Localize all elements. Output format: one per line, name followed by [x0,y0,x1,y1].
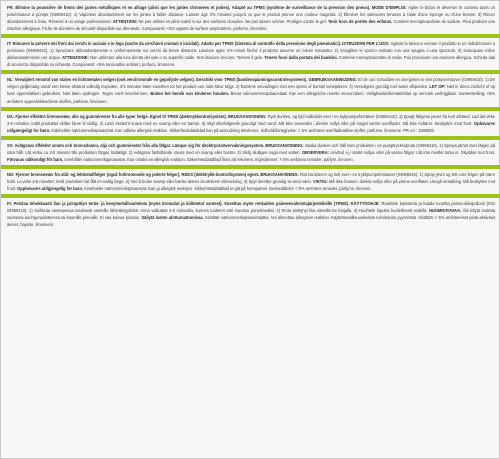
section-text: FI: Poistaa tehokkaasti lian ja jarrupölyn teräs- ja kevytmetallivanteista (myös kromatut ja kiillotetut vanteet). Soveltuu myös renkaiden paineenvalvontajärjestelmille (TPMS). KÄYTTÖOHJE: Ravistele kanisteria ja kaada tuotetta paineruiskupulloon (ISO 04969410). 1) Suihkuta vannepesua tasaisesti vanteille lähietäisyydeltä. Anna vaikuttaa 3-5 minuuttia, kunnes tuotteen väri muuttuu punertavaksi. 2) Irrota pinttynyt lika sienellä tai harjalla. 3) Huuhtele lopuksi huolellisesti vedellä. HUOMIOITAVAA: Älä käytä tuotetta suorassa auringonpaisteessa tai kuumille pinnoille. Ei saa kuivua pintaan. Säilytä lasten ulottumattomissa. Sisältää natriummerkaptoasetaattia. Voi aiheuttaa allergisen reaktion. Käyttöturvallisuustiedote toimitetaan pyynnöstä. Sisältöä: < 5% amfoteeriset pinta-aktiiviset aineet, hajuste, limoneeni. [7,200,496,228]
section-it [5,40,497,68]
section-fi [5,200,497,228]
section-divider [1,194,500,198]
section-sv [5,142,497,163]
section-divider [1,165,500,169]
section-divider [1,136,500,140]
section-nl [5,76,497,104]
section-text: IT: Rimuove la polvere dei freni dai cerchi in acciaio e in lega (anche da cerchioni cromati e lucidati). Adatto per TPMS (Sistema di controllo della pressione degli pneumatici). ISTRUZIONI PER L'USO: Agitare la tanica e versare il prodotto in un nebulizzatore a pressione (04969410). 1) Spruzzare abbondantemente e uniformemente sui cerchi da breve distanza. Lasciare agire 3-5 minuti finché il prodotto assume un colore rossastro. 2) Sciogliere lo sporco ostinato con una spugna o una spazzola. 3) Sciacquare infine abbondantemente con acqua. ATTENZIONE: Non utilizzare alla luce diretta del sole o su superfici calde. Non lasciare seccare. Temere il gelo. Tenere fuori dalla portata dei bambini. Contiene mercaptoacetato di sodio. Può provocare una reazione allergica. Scheda dati di sicurezza disponibile su richiesta. Componenti: <5% tensioattivi anfoteri, profumi, limonene. [7,41,495,68]
multilingual-instructions [5,4,497,228]
section-text: DA: Fjerner effektivt bremsestøv, olie og gummirester fra alle typer fælge. Egnet til TPMS (dæktrykkontrolsystem). BRUGSANVISNING: Ryst dunken, og fyld indholdet over i en trykpumpeforstøver (04969410). 1) Sprøjt fælgene jævnt fra kort afstand. Lad det virke 3-5 minutter, indtil produktet skifter farve til rødlig. 2) Løsn eksternt snavs med en svamp eller en børste. 3) Skyl efterfølgende grundigt med vand. Må ikke anvendes i direkte sollys eller på meget varme overflader. Må ikke indtørre. Beskyttes mod frost. Opbevares utilgængeligt for børn. Indeholder natriummerkaptoacetat. Kan udløse allergisk reaktion. Sikkerhedsdatablad kan på anmodning rekvireres. Indholdsfortegnelse: < 5% amfotere overfladeaktive stoffer, parfume, limonene. PR.-nr.: 1386583 [7,113,495,133]
section-da [5,113,497,134]
section-text: NL: Verwijdert remstof van stalen en lichtmetalen velgen (ook verchroomde en gepolijste velgen). Geschikt voor TPMS (bandenspanningscontrolesysteem). GEBRUIKSAANWIJZING: Er de can schudden en overgieten in een pompverstuiver (04969410). 1) De velgen gelijkmatig vanaf een kleine afstand volledig inspuiten. 3-5 minuten laten inwerken tot het product een rode kleur krijgt. 2) Extreme vervuilingen met een spons of borstel verwijderen. 3) Vervolgens grondig met water afspoelen. LET OP: Niet in direct zonlicht of op hete oppervlakken gebruiken. Niet laten opdrogen. Tegen vorst beschermen. Buiten het bereik van kinderen houden. Bevat natriummercaptoacetaat. Kan een allergische reactie veroorzaken. Veiligheidsinformatieblad op verzoek verkrijgbaar. Samenstelling: <5% amfotere oppervlakteactieve stoffen, parfums, limoneen. [7,77,495,104]
section-text: NO: Fjerner bremsestøv fra stål- og lettmetallfelger (også forkrommede og polerte felger). RDKS (dekktrykk-kontrollsystem) egnet. BRUKSANVISNING: Rist kanisteren og hell over i en trykkpumpeforstøver (04969410). 1) Spray jevnt og tett over felgen på nære hold. La virke 3-5 minutter, inntil produktet har fått en rødlig farge. 2) Ved å bruke svamp eller børste løsner du ekstrem tilsmussing. 3) Spyl deretter grundig av med vann. VIKTIG: Må ikke brukes i direkte sollys eller på varme overflater. Unngå inntørking. Må beskyttes mot frost. Oppbevares utilgjengelig for barn. Inneholder natriummerkaptoacetat. Kan gi allergisk reaksjon. Sikkerhetsdatablad er gitt på forespørsel. Bestanddeler: < 5% amfotere tensider, parfyme, limonen. [7,171,495,191]
section-text: FR: Élimine la poussière de freins des jantes métalliques et en alliage (ainsi que les jantes chromées et polies). Adapté au TPMS (système de surveillance de la pression des pneus). MODE D'EMPLOI: Agiter le bidon et déverser le contenu dans un pulvérisateur à pompe (04969410). 1) Vaporiser abondamment sur les jantes à faible distance. Laisser agir 3-5 minutes jusqu'à ce que le produit prenne une couleur magenta. 2) Éliminer les salissures tenaces à l'aide d'une éponge ou d'une brosse. 3) Rincer abondamment à l'eau. Réservé à un usage professionnel. ATTENTION: Ne pas utiliser en plein soleil ni sur des surfaces chaudes. Ne pas laisser sécher. Protéger contre le gel. Tenir hors de portée des enfants. Contient mercaptoacétate de sodium. Peut produire une réaction allergique. Fiche de données de sécurité disponible sur demande. Composants: <5% agents de surface amphotères, parfums, limonène. [7,5,496,32]
section-no [5,171,497,192]
section-divider [1,107,500,111]
section-divider [1,34,500,38]
section-divider [1,70,500,74]
section-text: SV: Avlägsnar effektivt smuts och bromsdamm, olja och gummirester från alla fälgar. Lämpar sig för däcktrycksövervakningssystem. BRUKSANVISNING: Skaka dunken och häll över produkten i en pumptrycksspruta (04969410). 1) Spraya jämnt över fälgen på nära håll. Låt verka ca 3-5 minuter tills produkten färgas rödaktigt. 2) Avlägsna fastsittande smuts med en svamp eller borste. 3) Skölj slutligen noga med vatten. OBSERVERA: Använd ej i starkt solljus eller på varma fälgar. Låt inte medlet torka in. Skyddas mot frost. Förvaras oåtkomligt för barn. Innehåller natriummerkaptoacetat. Kan orsaka en allergisk reaktion. Säkerhetsdatablad finns att rekvirera. Ingredienser: < 5% amfotera tensider, parfym, limonen. [7,142,496,162]
section-fr [5,4,497,32]
